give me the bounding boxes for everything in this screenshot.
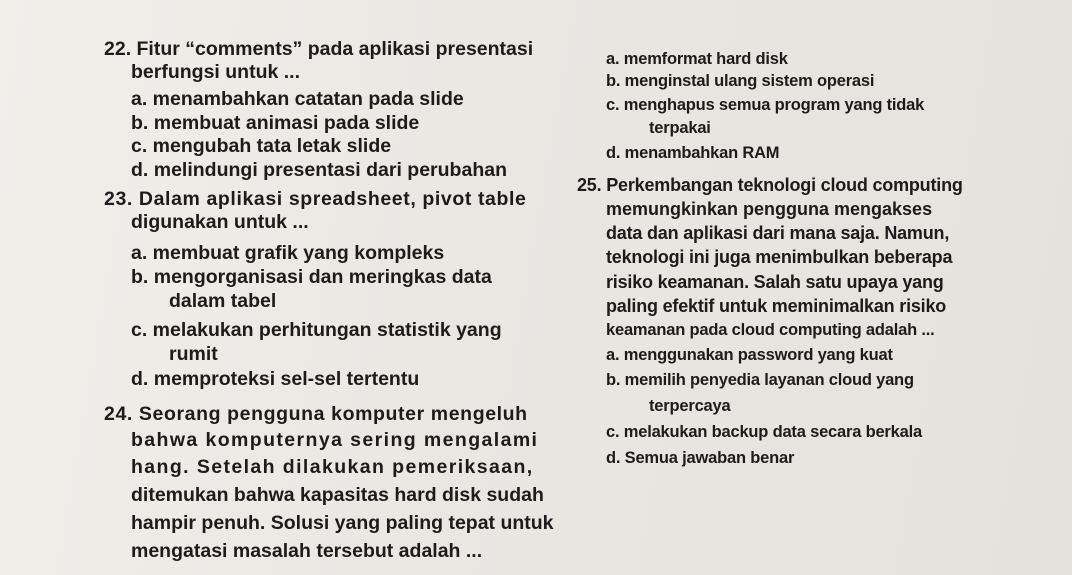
q22-option-d: d. melindungi presentasi dari perubahan bbox=[131, 159, 507, 181]
q24-stem-line-6: mengatasi masalah tersebut adalah ... bbox=[131, 540, 483, 562]
q25-option-d: d. Semua jawaban benar bbox=[606, 449, 795, 467]
q23-option-a: a. membuat grafik yang kompleks bbox=[131, 242, 445, 264]
q25-stem-line-4: teknologi ini juga menimbulkan beberapa bbox=[606, 247, 953, 267]
q25-stem-line-7: keamanan pada cloud computing adalah ... bbox=[606, 321, 935, 339]
q25-option-b-cont: terpercaya bbox=[649, 397, 731, 415]
q23-option-b-cont: dalam tabel bbox=[169, 290, 277, 312]
q23-option-d: d. memproteksi sel-sel tertentu bbox=[131, 368, 420, 390]
q24-stem-line-2: bahwa komputernya sering mengalami bbox=[131, 429, 539, 451]
q24-option-a: a. memformat hard disk bbox=[606, 50, 788, 68]
q23-option-c-cont: rumit bbox=[169, 343, 218, 365]
q25-option-b: b. memilih penyedia layanan cloud yang bbox=[606, 371, 914, 389]
q25-stem-line-3: data dan aplikasi dari mana saja. Namun, bbox=[606, 223, 950, 243]
q24-option-d: d. menambahkan RAM bbox=[606, 144, 780, 162]
q24-option-b: b. menginstal ulang sistem operasi bbox=[606, 72, 875, 90]
q25-stem-line-1: 25. Perkembangan teknologi cloud computing bbox=[577, 175, 963, 195]
q25-option-a: a. menggunakan password yang kuat bbox=[606, 346, 893, 364]
q25-stem-line-5: risiko keamanan. Salah satu upaya yang bbox=[606, 272, 944, 292]
q24-stem-line-1: 24. Seorang pengguna komputer mengeluh bbox=[104, 403, 528, 425]
q24-option-c-cont: terpakai bbox=[649, 119, 711, 137]
q23-stem-line-2: digunakan untuk ... bbox=[131, 211, 309, 233]
q23-stem-line-1: 23. Dalam aplikasi spreadsheet, pivot table bbox=[104, 188, 527, 210]
q24-stem-line-5: hampir penuh. Solusi yang paling tepat untuk bbox=[131, 512, 554, 534]
q24-option-c: c. menghapus semua program yang tidak bbox=[606, 96, 925, 114]
q22-stem-line-2: berfungsi untuk ... bbox=[131, 61, 300, 83]
q22-stem-line-1: 22. Fitur “comments” pada aplikasi presentasi bbox=[104, 38, 534, 60]
q24-stem-line-3: hang. Setelah dilakukan pemeriksaan, bbox=[131, 456, 534, 478]
q25-option-c: c. melakukan backup data secara berkala bbox=[606, 423, 922, 441]
q22-option-c: c. mengubah tata letak slide bbox=[131, 135, 392, 157]
q23-option-c: c. melakukan perhitungan statistik yang bbox=[131, 319, 502, 341]
q23-option-b: b. mengorganisasi dan meringkas data bbox=[131, 266, 492, 288]
q25-stem-line-2: memungkinkan pengguna mengakses bbox=[606, 199, 933, 219]
q22-option-a: a. menambahkan catatan pada slide bbox=[131, 88, 464, 110]
q25-stem-line-6: paling efektif untuk meminimalkan risiko bbox=[606, 296, 947, 316]
q22-option-b: b. membuat animasi pada slide bbox=[131, 112, 420, 134]
q24-stem-line-4: ditemukan bahwa kapasitas hard disk sudah bbox=[131, 484, 544, 506]
